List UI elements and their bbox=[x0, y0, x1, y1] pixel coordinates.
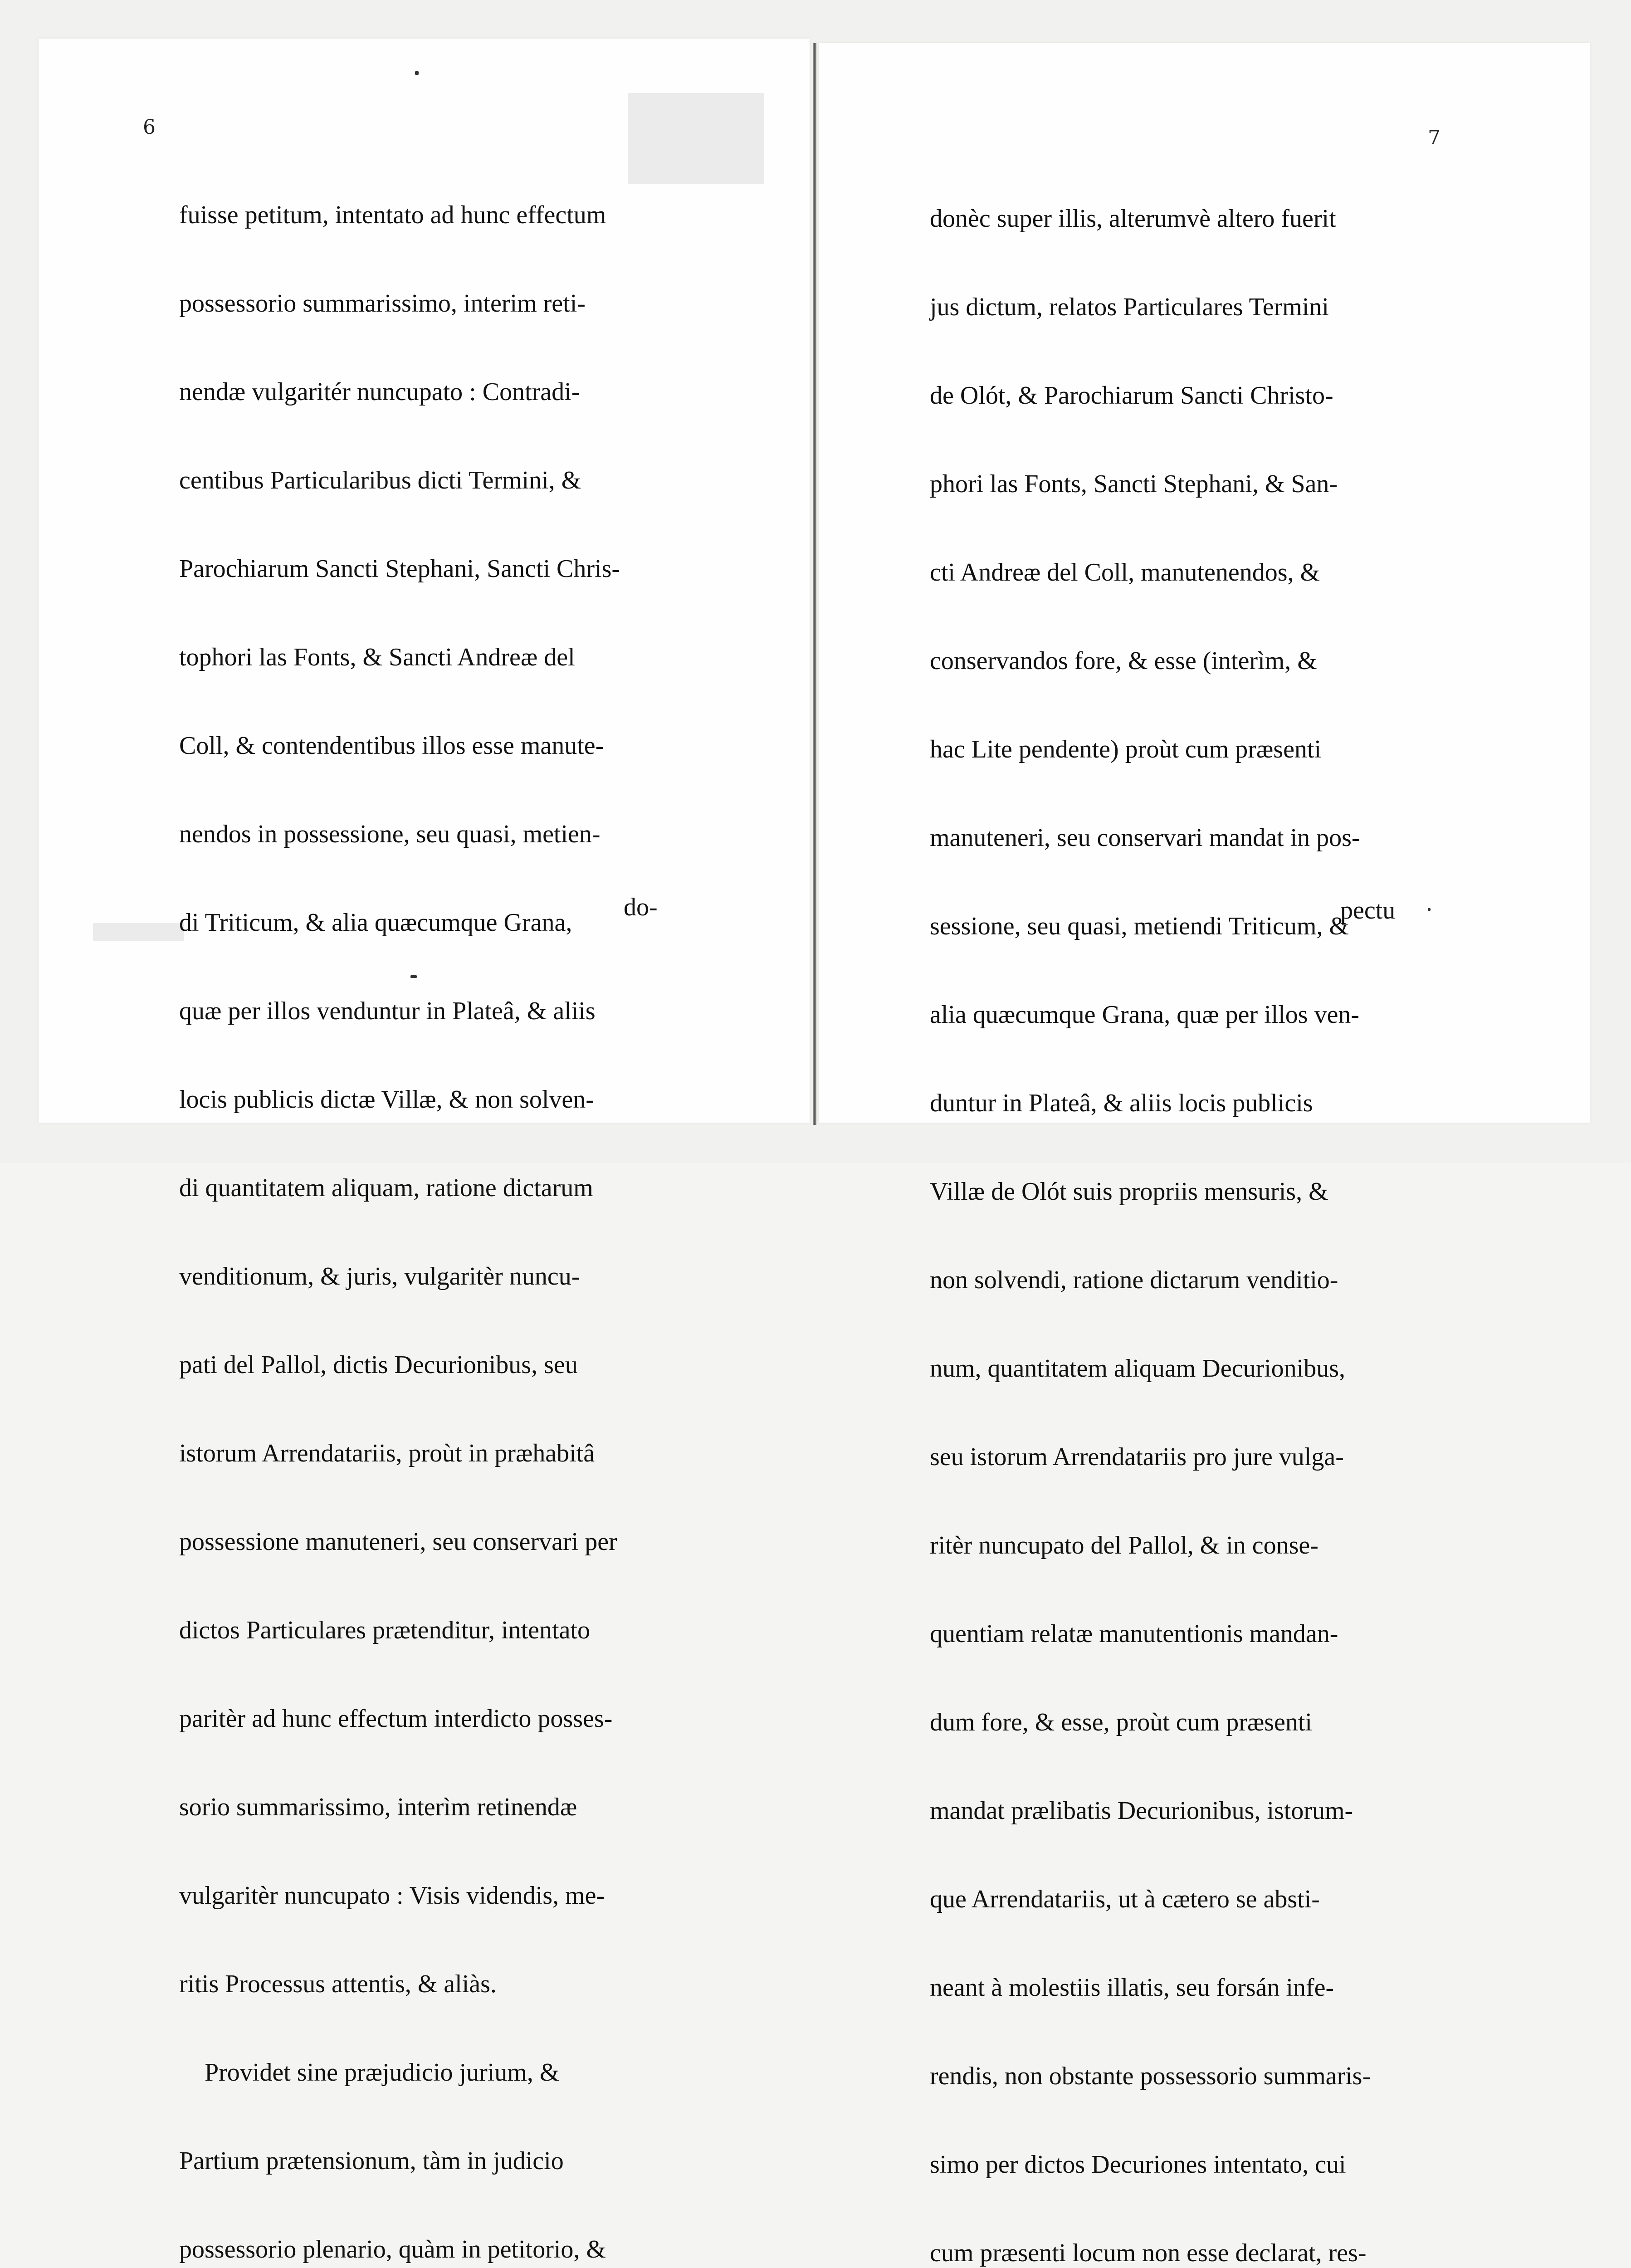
text-line: nendos in possessione, seu quasi, metien- bbox=[179, 820, 601, 848]
text-line: alia quæcumque Grana, quæ per illos ven- bbox=[930, 1001, 1360, 1029]
text-line: ritis Processus attentis, & aliàs. bbox=[179, 1970, 497, 1998]
text-line: de Olót, & Parochiarum Sancti Christo- bbox=[930, 381, 1333, 410]
right-page-number: 7 bbox=[1428, 126, 1441, 149]
text-line: centibus Particularibus dicti Termini, & bbox=[179, 466, 581, 494]
text-line: sessione, seu quasi, metiendi Triticum, & bbox=[930, 912, 1349, 940]
right-catchword: pectu bbox=[1340, 896, 1396, 924]
ink-speck bbox=[1428, 908, 1431, 911]
text-line: locis publicis dictæ Villæ, & non solven- bbox=[179, 1085, 594, 1114]
bleed-through-mark bbox=[93, 923, 184, 941]
book-gutter bbox=[813, 43, 816, 1125]
text-line: rendis, non obstante possessorio summaris- bbox=[930, 2062, 1371, 2090]
text-line: jus dictum, relatos Particulares Termini bbox=[930, 293, 1329, 321]
text-line: seu istorum Arrendatariis pro jure vulga- bbox=[930, 1443, 1344, 1471]
text-line: simo per dictos Decuriones intentato, cui bbox=[930, 2151, 1346, 2179]
text-line: possessione manuteneri, seu conservari per bbox=[179, 1528, 617, 1556]
text-line: conservandos fore, & esse (interìm, & bbox=[930, 647, 1317, 675]
text-line: venditionum, & juris, vulgaritèr nuncu- bbox=[179, 1262, 580, 1290]
text-line: dictos Particulares prætenditur, intentato bbox=[179, 1616, 590, 1644]
text-line: quæ per illos venduntur in Plateâ, & aliis bbox=[179, 997, 596, 1025]
text-line: Parochiarum Sancti Stephani, Sancti Chris- bbox=[179, 555, 620, 583]
right-page-body bbox=[930, 145, 1445, 2268]
text-line: hac Lite pendente) proùt cum præsenti bbox=[930, 735, 1322, 763]
text-line: neant à molestiis illatis, seu forsán infe- bbox=[930, 1974, 1334, 2002]
text-line: pati del Pallol, dictis Decurionibus, seu bbox=[179, 1351, 578, 1379]
left-page-body bbox=[179, 142, 701, 2268]
text-line: num, quantitatem aliquam Decurionibus, bbox=[930, 1354, 1346, 1383]
text-line: non solvendi, ratione dictarum venditio- bbox=[930, 1266, 1338, 1294]
text-line: mandat prælibatis Decurionibus, istorum- bbox=[930, 1797, 1353, 1825]
text-line: paritèr ad hunc effectum interdicto posses- bbox=[179, 1705, 613, 1733]
text-line: istorum Arrendatariis, proùt in præhabitâ bbox=[179, 1439, 595, 1467]
text-line: possessorio summarissimo, interim reti- bbox=[179, 289, 586, 318]
text-line: cti Andreæ del Coll, manutenendos, & bbox=[930, 558, 1320, 587]
left-catchword: do- bbox=[624, 893, 658, 921]
text-line: Providet sine præjudicio jurium, & bbox=[179, 2058, 560, 2087]
text-line: vulgaritèr nuncupato : Visis videndis, me- bbox=[179, 1882, 605, 1910]
text-line: que Arrendatariis, ut à cætero se absti- bbox=[930, 1885, 1320, 1913]
text-line: donèc super illis, alterumvè altero fuerit bbox=[930, 205, 1336, 233]
left-page-number: 6 bbox=[143, 116, 156, 139]
text-line: ritèr nuncupato del Pallol, & in conse- bbox=[930, 1531, 1318, 1559]
text-line: Villæ de Olót suis propriis mensuris, & bbox=[930, 1178, 1328, 1206]
text-line: possessorio plenario, quàm in petitorio, & bbox=[179, 2235, 606, 2263]
text-line: Coll, & contendentibus illos esse manute- bbox=[179, 732, 604, 760]
text-line: dum fore, & esse, proùt cum præsenti bbox=[930, 1708, 1312, 1736]
ink-speck bbox=[415, 71, 419, 75]
text-line: sorio summarissimo, interìm retinendæ bbox=[179, 1793, 577, 1821]
text-line: duntur in Plateâ, & aliis locis publicis bbox=[930, 1089, 1313, 1117]
text-line: Partium prætensionum, tàm in judicio bbox=[179, 2147, 564, 2175]
ink-speck bbox=[410, 975, 417, 978]
text-line: cum præsenti locum non esse declarat, res- bbox=[930, 2239, 1367, 2267]
text-line: di quantitatem aliquam, ratione dictarum bbox=[179, 1174, 593, 1202]
text-line: quentiam relatæ manutentionis mandan- bbox=[930, 1620, 1338, 1648]
text-line: tophori las Fonts, & Sancti Andreæ del bbox=[179, 643, 575, 671]
text-line: fuisse petitum, intentato ad hunc effectum bbox=[179, 201, 606, 229]
text-line: nendæ vulgaritér nuncupato : Contradi- bbox=[179, 378, 580, 406]
text-line: di Triticum, & alia quæcumque Grana, bbox=[179, 909, 572, 937]
text-line: phori las Fonts, Sancti Stephani, & San- bbox=[930, 470, 1338, 498]
text-line: manuteneri, seu conservari mandat in pos- bbox=[930, 824, 1360, 852]
